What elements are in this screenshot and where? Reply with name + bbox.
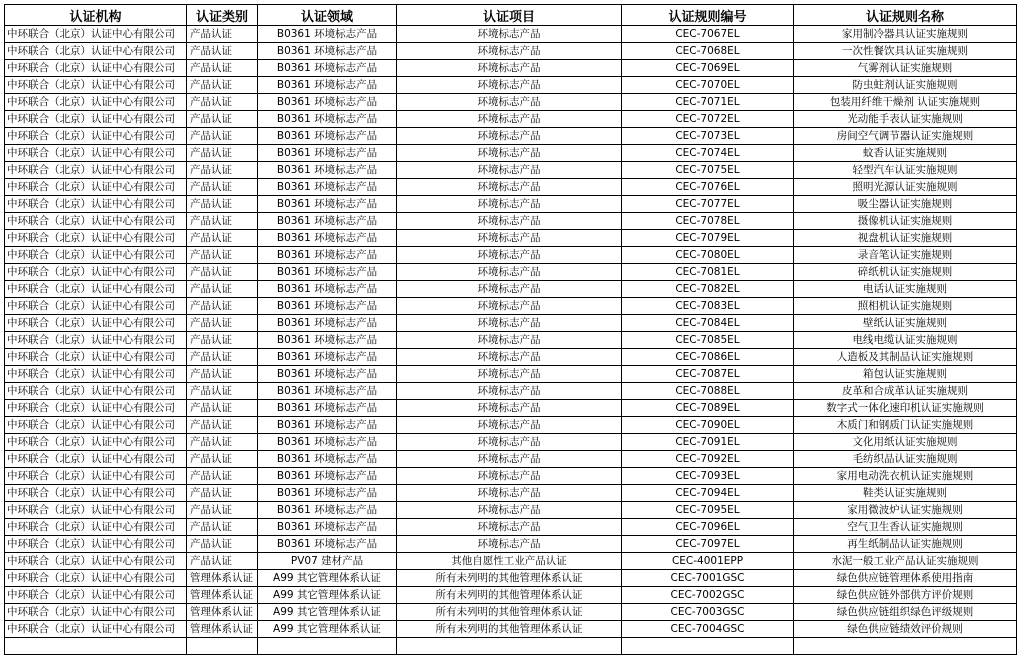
- table-row: [5, 94, 1017, 111]
- cell-rule-code[interactable]: CEC-7003GSC: [622, 604, 794, 621]
- table-row: [5, 196, 1017, 213]
- cell-field[interactable]: A99 其它管理体系认证: [258, 570, 397, 587]
- cell-field[interactable]: B0361 环境标志产品: [258, 332, 397, 349]
- cell-rule-name[interactable]: 一次性餐饮具认证实施规则: [794, 43, 1017, 60]
- cell-rule-code[interactable]: CEC-7067EL: [622, 26, 794, 43]
- cell-rule-code[interactable]: CEC-7089EL: [622, 400, 794, 417]
- cell-field[interactable]: B0361 环境标志产品: [258, 536, 397, 553]
- cell-field[interactable]: B0361 环境标志产品: [258, 77, 397, 94]
- cell-category[interactable]: 产品认证: [187, 519, 258, 536]
- cell-field[interactable]: B0361 环境标志产品: [258, 247, 397, 264]
- cell-project[interactable]: 所有未列明的其他管理体系认证: [397, 604, 622, 621]
- empty-cell[interactable]: [187, 638, 258, 655]
- cell-rule-code[interactable]: CEC-7078EL: [622, 213, 794, 230]
- cell-rule-code[interactable]: CEC-7097EL: [622, 536, 794, 553]
- cell-category[interactable]: 管理体系认证: [187, 604, 258, 621]
- cell-category[interactable]: 产品认证: [187, 451, 258, 468]
- cell-category[interactable]: 产品认证: [187, 281, 258, 298]
- cell-rule-name[interactable]: 再生纸制品认证实施规则: [794, 536, 1017, 553]
- cell-rule-name[interactable]: 绿色供应链绩效评价规则: [794, 621, 1017, 638]
- cell-rule-code[interactable]: CEC-7084EL: [622, 315, 794, 332]
- cell-field[interactable]: B0361 环境标志产品: [258, 434, 397, 451]
- cell-project[interactable]: 环境标志产品: [397, 485, 622, 502]
- empty-cell[interactable]: [622, 638, 794, 655]
- cell-field[interactable]: A99 其它管理体系认证: [258, 604, 397, 621]
- cell-rule-name[interactable]: 空气卫生香认证实施规则: [794, 519, 1017, 536]
- cell-field[interactable]: B0361 环境标志产品: [258, 519, 397, 536]
- cell-rule-name[interactable]: 皮革和合成革认证实施规则: [794, 383, 1017, 400]
- table-row: [5, 281, 1017, 298]
- cell-category[interactable]: 产品认证: [187, 179, 258, 196]
- cell-project[interactable]: 环境标志产品: [397, 383, 622, 400]
- cell-rule-code[interactable]: CEC-7077EL: [622, 196, 794, 213]
- cell-org[interactable]: 中环联合（北京）认证中心有限公司: [5, 264, 187, 281]
- cell-org[interactable]: 中环联合（北京）认证中心有限公司: [5, 60, 187, 77]
- table-row: [5, 145, 1017, 162]
- cell-project[interactable]: 环境标志产品: [397, 26, 622, 43]
- cell-category[interactable]: 产品认证: [187, 298, 258, 315]
- cell-field[interactable]: B0361 环境标志产品: [258, 417, 397, 434]
- cell-project[interactable]: 环境标志产品: [397, 451, 622, 468]
- cell-category[interactable]: 产品认证: [187, 383, 258, 400]
- cell-org[interactable]: 中环联合（北京）认证中心有限公司: [5, 604, 187, 621]
- empty-cell[interactable]: [794, 638, 1017, 655]
- table-row: [5, 587, 1017, 604]
- header-cell-rule-name[interactable]: 认证规则名称: [794, 5, 1017, 26]
- cell-rule-name[interactable]: 吸尘器认证实施规则: [794, 196, 1017, 213]
- cell-category[interactable]: 产品认证: [187, 77, 258, 94]
- cell-org[interactable]: 中环联合（北京）认证中心有限公司: [5, 332, 187, 349]
- cell-field[interactable]: B0361 环境标志产品: [258, 264, 397, 281]
- cell-project[interactable]: 环境标志产品: [397, 111, 622, 128]
- table-row: [5, 43, 1017, 60]
- cell-org[interactable]: 中环联合（北京）认证中心有限公司: [5, 162, 187, 179]
- cell-rule-code[interactable]: CEC-7068EL: [622, 43, 794, 60]
- cell-rule-name[interactable]: 电话认证实施规则: [794, 281, 1017, 298]
- cell-org[interactable]: 中环联合（北京）认证中心有限公司: [5, 315, 187, 332]
- cell-rule-code[interactable]: CEC-7087EL: [622, 366, 794, 383]
- cell-rule-name[interactable]: 鞋类认证实施规则: [794, 485, 1017, 502]
- cell-rule-name[interactable]: 家用微波炉认证实施规则: [794, 502, 1017, 519]
- cell-rule-code[interactable]: CEC-7002GSC: [622, 587, 794, 604]
- cell-rule-code[interactable]: CEC-7096EL: [622, 519, 794, 536]
- cell-rule-name[interactable]: 摄像机认证实施规则: [794, 213, 1017, 230]
- table-row: [5, 519, 1017, 536]
- cell-rule-name[interactable]: 电线电缆认证实施规则: [794, 332, 1017, 349]
- cell-org[interactable]: 中环联合（北京）认证中心有限公司: [5, 77, 187, 94]
- cell-org[interactable]: 中环联合（北京）认证中心有限公司: [5, 247, 187, 264]
- cell-rule-name[interactable]: 家用电动洗衣机认证实施规则: [794, 468, 1017, 485]
- cell-org[interactable]: 中环联合（北京）认证中心有限公司: [5, 502, 187, 519]
- cell-rule-code[interactable]: CEC-4001EPP: [622, 553, 794, 570]
- cell-project[interactable]: 环境标志产品: [397, 519, 622, 536]
- cell-field[interactable]: B0361 环境标志产品: [258, 213, 397, 230]
- cell-project[interactable]: 环境标志产品: [397, 179, 622, 196]
- cell-rule-code[interactable]: CEC-7071EL: [622, 94, 794, 111]
- cell-org[interactable]: 中环联合（北京）认证中心有限公司: [5, 111, 187, 128]
- cell-rule-name[interactable]: 防虫蛀剂认证实施规则: [794, 77, 1017, 94]
- cell-project[interactable]: 环境标志产品: [397, 536, 622, 553]
- cell-org[interactable]: 中环联合（北京）认证中心有限公司: [5, 570, 187, 587]
- cell-category[interactable]: 管理体系认证: [187, 587, 258, 604]
- cell-rule-name[interactable]: 数字式一体化速印机认证实施规则: [794, 400, 1017, 417]
- cell-project[interactable]: 环境标志产品: [397, 468, 622, 485]
- table-row: [5, 570, 1017, 587]
- cell-rule-name[interactable]: 碎纸机认证实施规则: [794, 264, 1017, 281]
- cell-org[interactable]: 中环联合（北京）认证中心有限公司: [5, 196, 187, 213]
- table-row: [5, 536, 1017, 553]
- cell-category[interactable]: 产品认证: [187, 26, 258, 43]
- table-row: [5, 383, 1017, 400]
- cell-rule-name[interactable]: 照相机认证实施规则: [794, 298, 1017, 315]
- cell-field[interactable]: B0361 环境标志产品: [258, 349, 397, 366]
- table-row: [5, 400, 1017, 417]
- table-row: [5, 485, 1017, 502]
- cell-field[interactable]: B0361 环境标志产品: [258, 94, 397, 111]
- cell-project[interactable]: 其他自愿性工业产品认证: [397, 553, 622, 570]
- cell-category[interactable]: 产品认证: [187, 485, 258, 502]
- cell-category[interactable]: 产品认证: [187, 247, 258, 264]
- header-cell-org[interactable]: 认证机构: [5, 5, 187, 26]
- cell-field[interactable]: B0361 环境标志产品: [258, 145, 397, 162]
- cell-rule-code[interactable]: CEC-7085EL: [622, 332, 794, 349]
- cell-rule-name[interactable]: 毛纺织品认证实施规则: [794, 451, 1017, 468]
- cell-category[interactable]: 产品认证: [187, 553, 258, 570]
- cell-project[interactable]: 环境标志产品: [397, 434, 622, 451]
- cell-project[interactable]: 环境标志产品: [397, 60, 622, 77]
- cell-category[interactable]: 产品认证: [187, 264, 258, 281]
- table-row: [5, 111, 1017, 128]
- cell-org[interactable]: 中环联合（北京）认证中心有限公司: [5, 94, 187, 111]
- empty-cell[interactable]: [5, 638, 187, 655]
- cell-org[interactable]: 中环联合（北京）认证中心有限公司: [5, 349, 187, 366]
- cell-org[interactable]: 中环联合（北京）认证中心有限公司: [5, 26, 187, 43]
- cell-field[interactable]: B0361 环境标志产品: [258, 230, 397, 247]
- table-row: [5, 298, 1017, 315]
- cell-rule-name[interactable]: 壁纸认证实施规则: [794, 315, 1017, 332]
- cell-project[interactable]: 环境标志产品: [397, 298, 622, 315]
- table-row: [5, 128, 1017, 145]
- cell-rule-name[interactable]: 轻型汽车认证实施规则: [794, 162, 1017, 179]
- cell-field[interactable]: B0361 环境标志产品: [258, 111, 397, 128]
- cell-field[interactable]: B0361 环境标志产品: [258, 468, 397, 485]
- table-row: [5, 179, 1017, 196]
- cell-category[interactable]: 产品认证: [187, 230, 258, 247]
- table-row: [5, 230, 1017, 247]
- cell-project[interactable]: 环境标志产品: [397, 349, 622, 366]
- cell-field[interactable]: B0361 环境标志产品: [258, 162, 397, 179]
- cell-field[interactable]: B0361 环境标志产品: [258, 196, 397, 213]
- cell-field[interactable]: B0361 环境标志产品: [258, 451, 397, 468]
- table-row: [5, 60, 1017, 77]
- cell-category[interactable]: 产品认证: [187, 60, 258, 77]
- cell-project[interactable]: 环境标志产品: [397, 77, 622, 94]
- table-row: [5, 264, 1017, 281]
- table-row: [5, 315, 1017, 332]
- cell-field[interactable]: B0361 环境标志产品: [258, 43, 397, 60]
- table-row: [5, 553, 1017, 570]
- cell-project[interactable]: 环境标志产品: [397, 43, 622, 60]
- cell-field[interactable]: B0361 环境标志产品: [258, 26, 397, 43]
- cell-rule-code[interactable]: CEC-7072EL: [622, 111, 794, 128]
- header-cell-project[interactable]: 认证项目: [397, 5, 622, 26]
- table-row: [5, 332, 1017, 349]
- cell-project[interactable]: 环境标志产品: [397, 366, 622, 383]
- cell-project[interactable]: 环境标志产品: [397, 196, 622, 213]
- cell-project[interactable]: 环境标志产品: [397, 264, 622, 281]
- cell-rule-name[interactable]: 木质门和钢质门认证实施规则: [794, 417, 1017, 434]
- cell-rule-name[interactable]: 绿色供应链组织绿色评级规则: [794, 604, 1017, 621]
- cell-category[interactable]: 管理体系认证: [187, 621, 258, 638]
- table-row: [5, 502, 1017, 519]
- empty-row: [5, 638, 1017, 655]
- table-row: [5, 26, 1017, 43]
- cell-category[interactable]: 产品认证: [187, 128, 258, 145]
- cell-org[interactable]: 中环联合（北京）认证中心有限公司: [5, 281, 187, 298]
- cell-rule-name[interactable]: 光动能手表认证实施规则: [794, 111, 1017, 128]
- cell-rule-code[interactable]: CEC-7095EL: [622, 502, 794, 519]
- cell-rule-code[interactable]: CEC-7079EL: [622, 230, 794, 247]
- cell-field[interactable]: B0361 环境标志产品: [258, 383, 397, 400]
- cell-category[interactable]: 产品认证: [187, 536, 258, 553]
- cell-rule-code[interactable]: CEC-7069EL: [622, 60, 794, 77]
- cell-category[interactable]: 产品认证: [187, 94, 258, 111]
- cell-org[interactable]: 中环联合（北京）认证中心有限公司: [5, 468, 187, 485]
- cell-project[interactable]: 环境标志产品: [397, 400, 622, 417]
- cell-project[interactable]: 环境标志产品: [397, 162, 622, 179]
- table-row: [5, 349, 1017, 366]
- cell-rule-code[interactable]: CEC-7091EL: [622, 434, 794, 451]
- cell-rule-code[interactable]: CEC-7080EL: [622, 247, 794, 264]
- cell-rule-name[interactable]: 绿色供应链外部供方评价规则: [794, 587, 1017, 604]
- cell-rule-code[interactable]: CEC-7086EL: [622, 349, 794, 366]
- table-row: [5, 621, 1017, 638]
- cell-category[interactable]: 产品认证: [187, 145, 258, 162]
- cell-category[interactable]: 产品认证: [187, 468, 258, 485]
- cell-rule-code[interactable]: CEC-7004GSC: [622, 621, 794, 638]
- empty-cell[interactable]: [258, 638, 397, 655]
- header-cell-rule-code[interactable]: 认证规则编号: [622, 5, 794, 26]
- cell-org[interactable]: 中环联合（北京）认证中心有限公司: [5, 213, 187, 230]
- cell-org[interactable]: 中环联合（北京）认证中心有限公司: [5, 451, 187, 468]
- cell-field[interactable]: PV07 建材产品: [258, 553, 397, 570]
- cell-field[interactable]: B0361 环境标志产品: [258, 315, 397, 332]
- table-row: [5, 213, 1017, 230]
- cell-org[interactable]: 中环联合（北京）认证中心有限公司: [5, 417, 187, 434]
- cell-org[interactable]: 中环联合（北京）认证中心有限公司: [5, 434, 187, 451]
- header-cell-category[interactable]: 认证类别: [187, 5, 258, 26]
- header-cell-field[interactable]: 认证领域: [258, 5, 397, 26]
- cell-org[interactable]: 中环联合（北京）认证中心有限公司: [5, 400, 187, 417]
- cell-field[interactable]: B0361 环境标志产品: [258, 179, 397, 196]
- cell-project[interactable]: 环境标志产品: [397, 145, 622, 162]
- cell-rule-name[interactable]: 包装用纤维干燥剂 认证实施规则: [794, 94, 1017, 111]
- cell-rule-code[interactable]: CEC-7088EL: [622, 383, 794, 400]
- cell-category[interactable]: 产品认证: [187, 400, 258, 417]
- cell-rule-name[interactable]: 箱包认证实施规则: [794, 366, 1017, 383]
- empty-cell[interactable]: [397, 638, 622, 655]
- cell-field[interactable]: A99 其它管理体系认证: [258, 587, 397, 604]
- cell-field[interactable]: B0361 环境标志产品: [258, 485, 397, 502]
- cell-org[interactable]: 中环联合（北京）认证中心有限公司: [5, 298, 187, 315]
- table-row: [5, 468, 1017, 485]
- cell-category[interactable]: 产品认证: [187, 111, 258, 128]
- cell-category[interactable]: 产品认证: [187, 332, 258, 349]
- cell-project[interactable]: 环境标志产品: [397, 332, 622, 349]
- cell-category[interactable]: 产品认证: [187, 43, 258, 60]
- cell-project[interactable]: 所有未列明的其他管理体系认证: [397, 621, 622, 638]
- header-row: [5, 5, 1017, 26]
- cell-category[interactable]: 产品认证: [187, 366, 258, 383]
- cell-project[interactable]: 环境标志产品: [397, 281, 622, 298]
- cell-rule-name[interactable]: 录音笔认证实施规则: [794, 247, 1017, 264]
- cell-rule-code[interactable]: CEC-7074EL: [622, 145, 794, 162]
- cell-org[interactable]: 中环联合（北京）认证中心有限公司: [5, 587, 187, 604]
- cell-rule-code[interactable]: CEC-7083EL: [622, 298, 794, 315]
- cell-rule-code[interactable]: CEC-7090EL: [622, 417, 794, 434]
- cell-field[interactable]: B0361 环境标志产品: [258, 400, 397, 417]
- cell-rule-name[interactable]: 气雾剂认证实施规则: [794, 60, 1017, 77]
- cell-rule-name[interactable]: 视盘机认证实施规则: [794, 230, 1017, 247]
- table-row: [5, 77, 1017, 94]
- cell-org[interactable]: 中环联合（北京）认证中心有限公司: [5, 43, 187, 60]
- cell-rule-code[interactable]: CEC-7076EL: [622, 179, 794, 196]
- cell-category[interactable]: 产品认证: [187, 434, 258, 451]
- cell-rule-code[interactable]: CEC-7092EL: [622, 451, 794, 468]
- cell-field[interactable]: A99 其它管理体系认证: [258, 621, 397, 638]
- cell-rule-name[interactable]: 文化用纸认证实施规则: [794, 434, 1017, 451]
- cell-category[interactable]: 管理体系认证: [187, 570, 258, 587]
- cell-org[interactable]: 中环联合（北京）认证中心有限公司: [5, 553, 187, 570]
- cell-category[interactable]: 产品认证: [187, 349, 258, 366]
- cell-org[interactable]: 中环联合（北京）认证中心有限公司: [5, 366, 187, 383]
- cell-rule-code[interactable]: CEC-7070EL: [622, 77, 794, 94]
- cell-field[interactable]: B0361 环境标志产品: [258, 366, 397, 383]
- cell-org[interactable]: 中环联合（北京）认证中心有限公司: [5, 536, 187, 553]
- cell-rule-name[interactable]: 家用制冷器具认证实施规则: [794, 26, 1017, 43]
- cell-rule-name[interactable]: 人造板及其制品认证实施规则: [794, 349, 1017, 366]
- cell-project[interactable]: 环境标志产品: [397, 417, 622, 434]
- table-body: [5, 26, 1017, 655]
- cell-field[interactable]: B0361 环境标志产品: [258, 502, 397, 519]
- cell-rule-code[interactable]: CEC-7081EL: [622, 264, 794, 281]
- cell-project[interactable]: 环境标志产品: [397, 230, 622, 247]
- cell-rule-code[interactable]: CEC-7093EL: [622, 468, 794, 485]
- cell-project[interactable]: 环境标志产品: [397, 315, 622, 332]
- table-row: [5, 366, 1017, 383]
- cell-category[interactable]: 产品认证: [187, 162, 258, 179]
- cell-org[interactable]: 中环联合（北京）认证中心有限公司: [5, 383, 187, 400]
- cell-project[interactable]: 环境标志产品: [397, 213, 622, 230]
- cell-project[interactable]: 所有未列明的其他管理体系认证: [397, 587, 622, 604]
- cell-rule-code[interactable]: CEC-7082EL: [622, 281, 794, 298]
- cell-org[interactable]: 中环联合（北京）认证中心有限公司: [5, 128, 187, 145]
- table-row: [5, 247, 1017, 264]
- cell-field[interactable]: B0361 环境标志产品: [258, 128, 397, 145]
- cell-category[interactable]: 产品认证: [187, 213, 258, 230]
- cell-project[interactable]: 环境标志产品: [397, 128, 622, 145]
- sheet-area: [4, 4, 1017, 655]
- cell-org[interactable]: 中环联合（北京）认证中心有限公司: [5, 145, 187, 162]
- table-row: [5, 434, 1017, 451]
- table-row: [5, 417, 1017, 434]
- cell-rule-code[interactable]: CEC-7073EL: [622, 128, 794, 145]
- cell-field[interactable]: B0361 环境标志产品: [258, 281, 397, 298]
- cell-project[interactable]: 环境标志产品: [397, 247, 622, 264]
- cell-project[interactable]: 所有未列明的其他管理体系认证: [397, 570, 622, 587]
- cell-category[interactable]: 产品认证: [187, 315, 258, 332]
- cell-rule-code[interactable]: CEC-7075EL: [622, 162, 794, 179]
- cell-rule-code[interactable]: CEC-7094EL: [622, 485, 794, 502]
- cell-org[interactable]: 中环联合（北京）认证中心有限公司: [5, 230, 187, 247]
- cell-org[interactable]: 中环联合（北京）认证中心有限公司: [5, 485, 187, 502]
- table-row: [5, 162, 1017, 179]
- cell-category[interactable]: 产品认证: [187, 417, 258, 434]
- cell-project[interactable]: 环境标志产品: [397, 502, 622, 519]
- cell-project[interactable]: 环境标志产品: [397, 94, 622, 111]
- cell-rule-name[interactable]: 房间空气调节器认证实施规则: [794, 128, 1017, 145]
- table-row: [5, 604, 1017, 621]
- certification-rules-table: [4, 4, 1017, 655]
- cell-field[interactable]: B0361 环境标志产品: [258, 298, 397, 315]
- cell-org[interactable]: 中环联合（北京）认证中心有限公司: [5, 621, 187, 638]
- cell-rule-name[interactable]: 绿色供应链管理体系使用指南: [794, 570, 1017, 587]
- cell-rule-name[interactable]: 照明光源认证实施规则: [794, 179, 1017, 196]
- cell-org[interactable]: 中环联合（北京）认证中心有限公司: [5, 519, 187, 536]
- cell-category[interactable]: 产品认证: [187, 196, 258, 213]
- cell-category[interactable]: 产品认证: [187, 502, 258, 519]
- cell-field[interactable]: B0361 环境标志产品: [258, 60, 397, 77]
- cell-org[interactable]: 中环联合（北京）认证中心有限公司: [5, 179, 187, 196]
- cell-rule-name[interactable]: 水泥一般工业产品认证实施规则: [794, 553, 1017, 570]
- table-row: [5, 451, 1017, 468]
- cell-rule-name[interactable]: 蚊香认证实施规则: [794, 145, 1017, 162]
- cell-rule-code[interactable]: CEC-7001GSC: [622, 570, 794, 587]
